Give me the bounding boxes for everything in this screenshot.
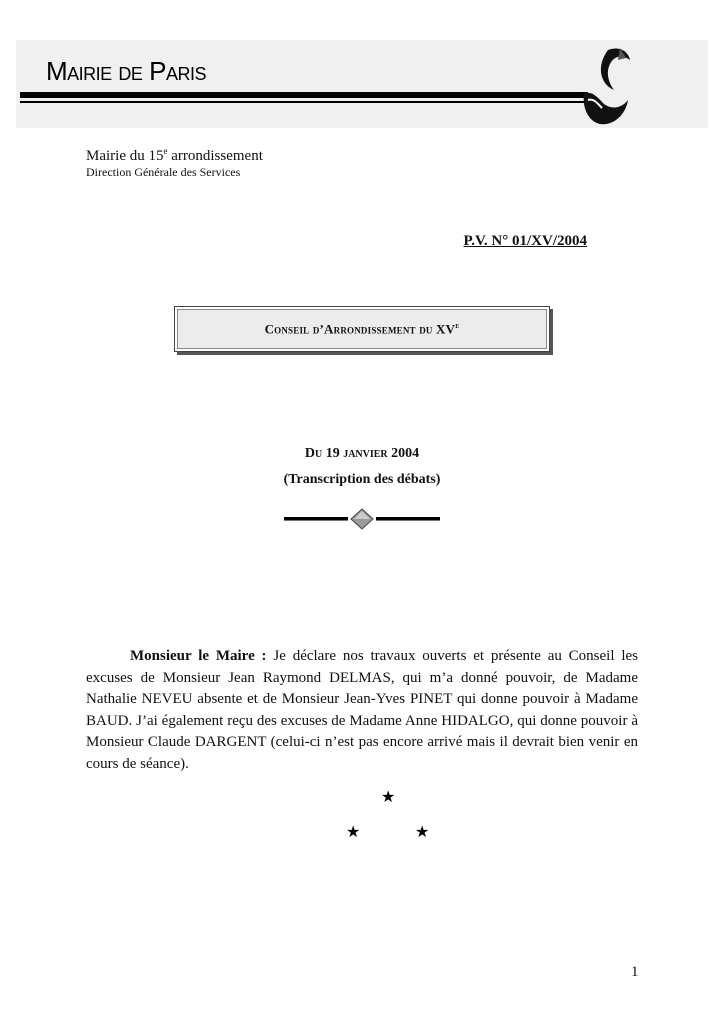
paris-logo-icon	[578, 44, 634, 130]
header-rule-thick	[20, 92, 588, 98]
issuer-superscript: e	[163, 146, 168, 156]
star-icon: ★	[381, 789, 396, 806]
session-date: Du 19 janvier 2004	[304, 446, 420, 461]
header-title: Mairie de Paris	[46, 56, 206, 86]
council-title-box	[174, 306, 550, 352]
issuer-prefix: Mairie du 15	[86, 148, 164, 164]
page-number: 1	[631, 964, 639, 980]
council-title-main: Conseil d’Arrondissement du XV	[264, 321, 456, 337]
diamond-ornament-icon	[284, 508, 440, 530]
issuer-department: Direction Générale des Services	[86, 165, 241, 179]
speaker-label: Monsieur le Maire :	[130, 648, 267, 664]
council-title-sup: e	[455, 320, 460, 331]
issuer-line	[86, 146, 263, 165]
star-icon: ★	[346, 824, 361, 841]
header-rule-thin	[20, 101, 588, 103]
minutes-reference: P.V. N° 01/XV/2004	[463, 233, 587, 249]
session-subtitle: (Transcription des débats)	[283, 472, 441, 487]
star-icon: ★	[415, 824, 430, 841]
issuer-suffix: arrondissement	[167, 148, 263, 164]
body-paragraph	[86, 646, 638, 775]
speaker-statement: Je déclare nos travaux ouverts et présente au Conseil les excuses de Monsieur Jean Raymond DELMAS, qui m’a donné pouvoir, de Madame Nathalie NEVEU absente et de Monsieur Jean-Yves PINET qui donne pouvoir à Madame BAUD. J’ai également reçu des excuses de Madame Anne HIDALGO, qui donne pouvoir à Monsieur Claude DARGENT (celui-ci n’est pas encore arrivé mais il devrait bien venir en cours de séance).	[86, 648, 638, 772]
council-title	[265, 320, 460, 337]
